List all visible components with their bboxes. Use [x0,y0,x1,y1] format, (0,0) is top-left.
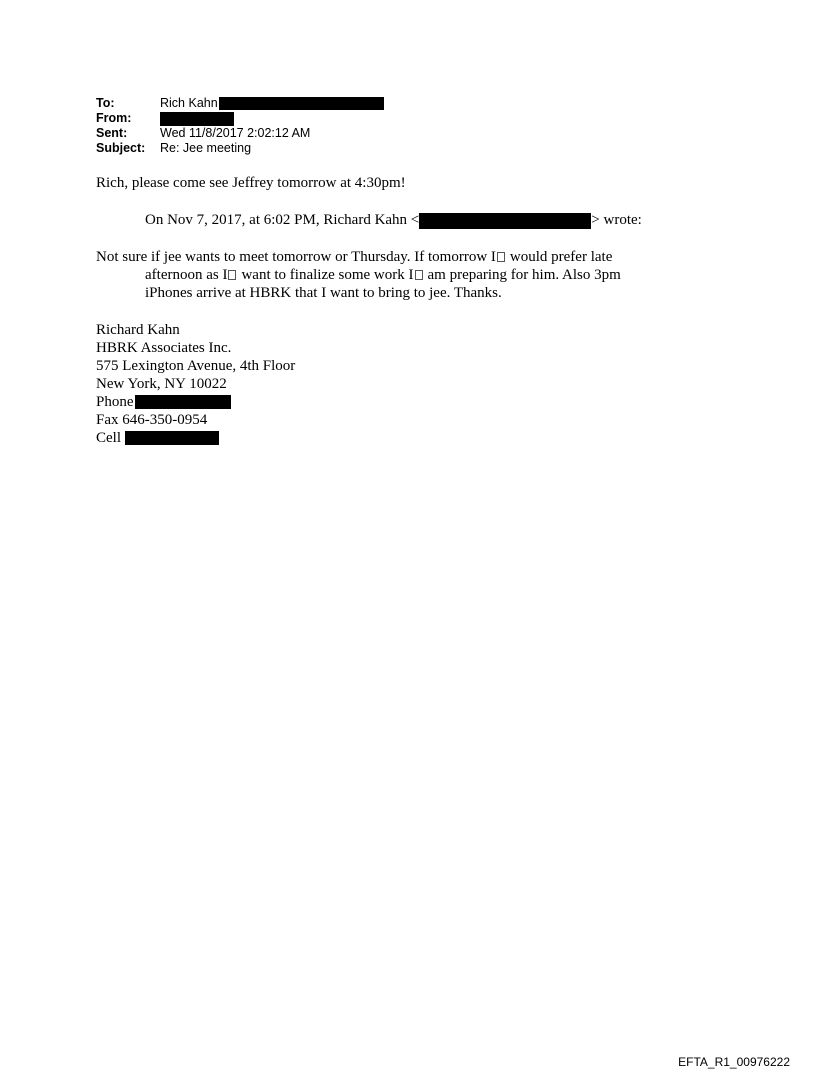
signature-address-line1: 575 Lexington Avenue, 4th Floor [96,358,296,374]
quoted-text: am preparing for him. Also 3pm iPhones arrive at HBRK that I want to bring to jee. Thanks. [145,267,621,301]
quoted-text: Not sure if jee wants to meet tomorrow or Thursday. If tomorrow I [96,249,496,265]
sent-row [96,126,384,141]
subject-label: Subject: [96,141,146,155]
signature-address-line2: New York, NY 10022 [96,376,227,392]
sent-label: Sent: [96,126,128,140]
subject-value: Re: Jee meeting [160,141,252,155]
redaction-bar [125,431,219,445]
signature-phone [96,393,295,411]
signature-cell [96,429,295,447]
subject-row [96,141,384,156]
quoted-text: want to finalize some work I [241,267,414,283]
to-value: Rich Kahn [160,96,218,110]
redaction-bar [160,112,234,126]
document-id: EFTA_R1_00976222 [678,1055,790,1069]
signature-company: HBRK Associates Inc. [96,340,232,356]
to-row [96,96,384,111]
signature-block [96,321,295,447]
from-row [96,111,384,126]
quote-intro-end: > wrote: [591,212,642,228]
quoted-message [96,248,666,302]
redaction-bar [135,395,231,409]
quoted-text: would prefer late afternoon as I [145,249,613,283]
redaction-bar [219,97,384,110]
missing-glyph [497,252,505,262]
to-label: To: [96,96,115,110]
signature-name: Richard Kahn [96,322,180,338]
email-header [96,96,384,156]
phone-label: Phone [96,394,134,410]
greeting-line: Rich, please come see Jeffrey tomorrow at 4:30pm! [96,175,406,191]
quote-intro-text: On Nov 7, 2017, at 6:02 PM, Richard Kahn < [145,212,420,228]
sent-value: Wed 11/8/2017 2:02:12 AM [160,126,311,140]
missing-glyph [415,270,423,280]
from-label: From: [96,111,132,125]
quote-intro [145,211,642,229]
redaction-bar [419,213,591,229]
missing-glyph [228,270,236,280]
cell-label: Cell [96,430,121,446]
signature-fax: Fax 646-350-0954 [96,412,208,428]
